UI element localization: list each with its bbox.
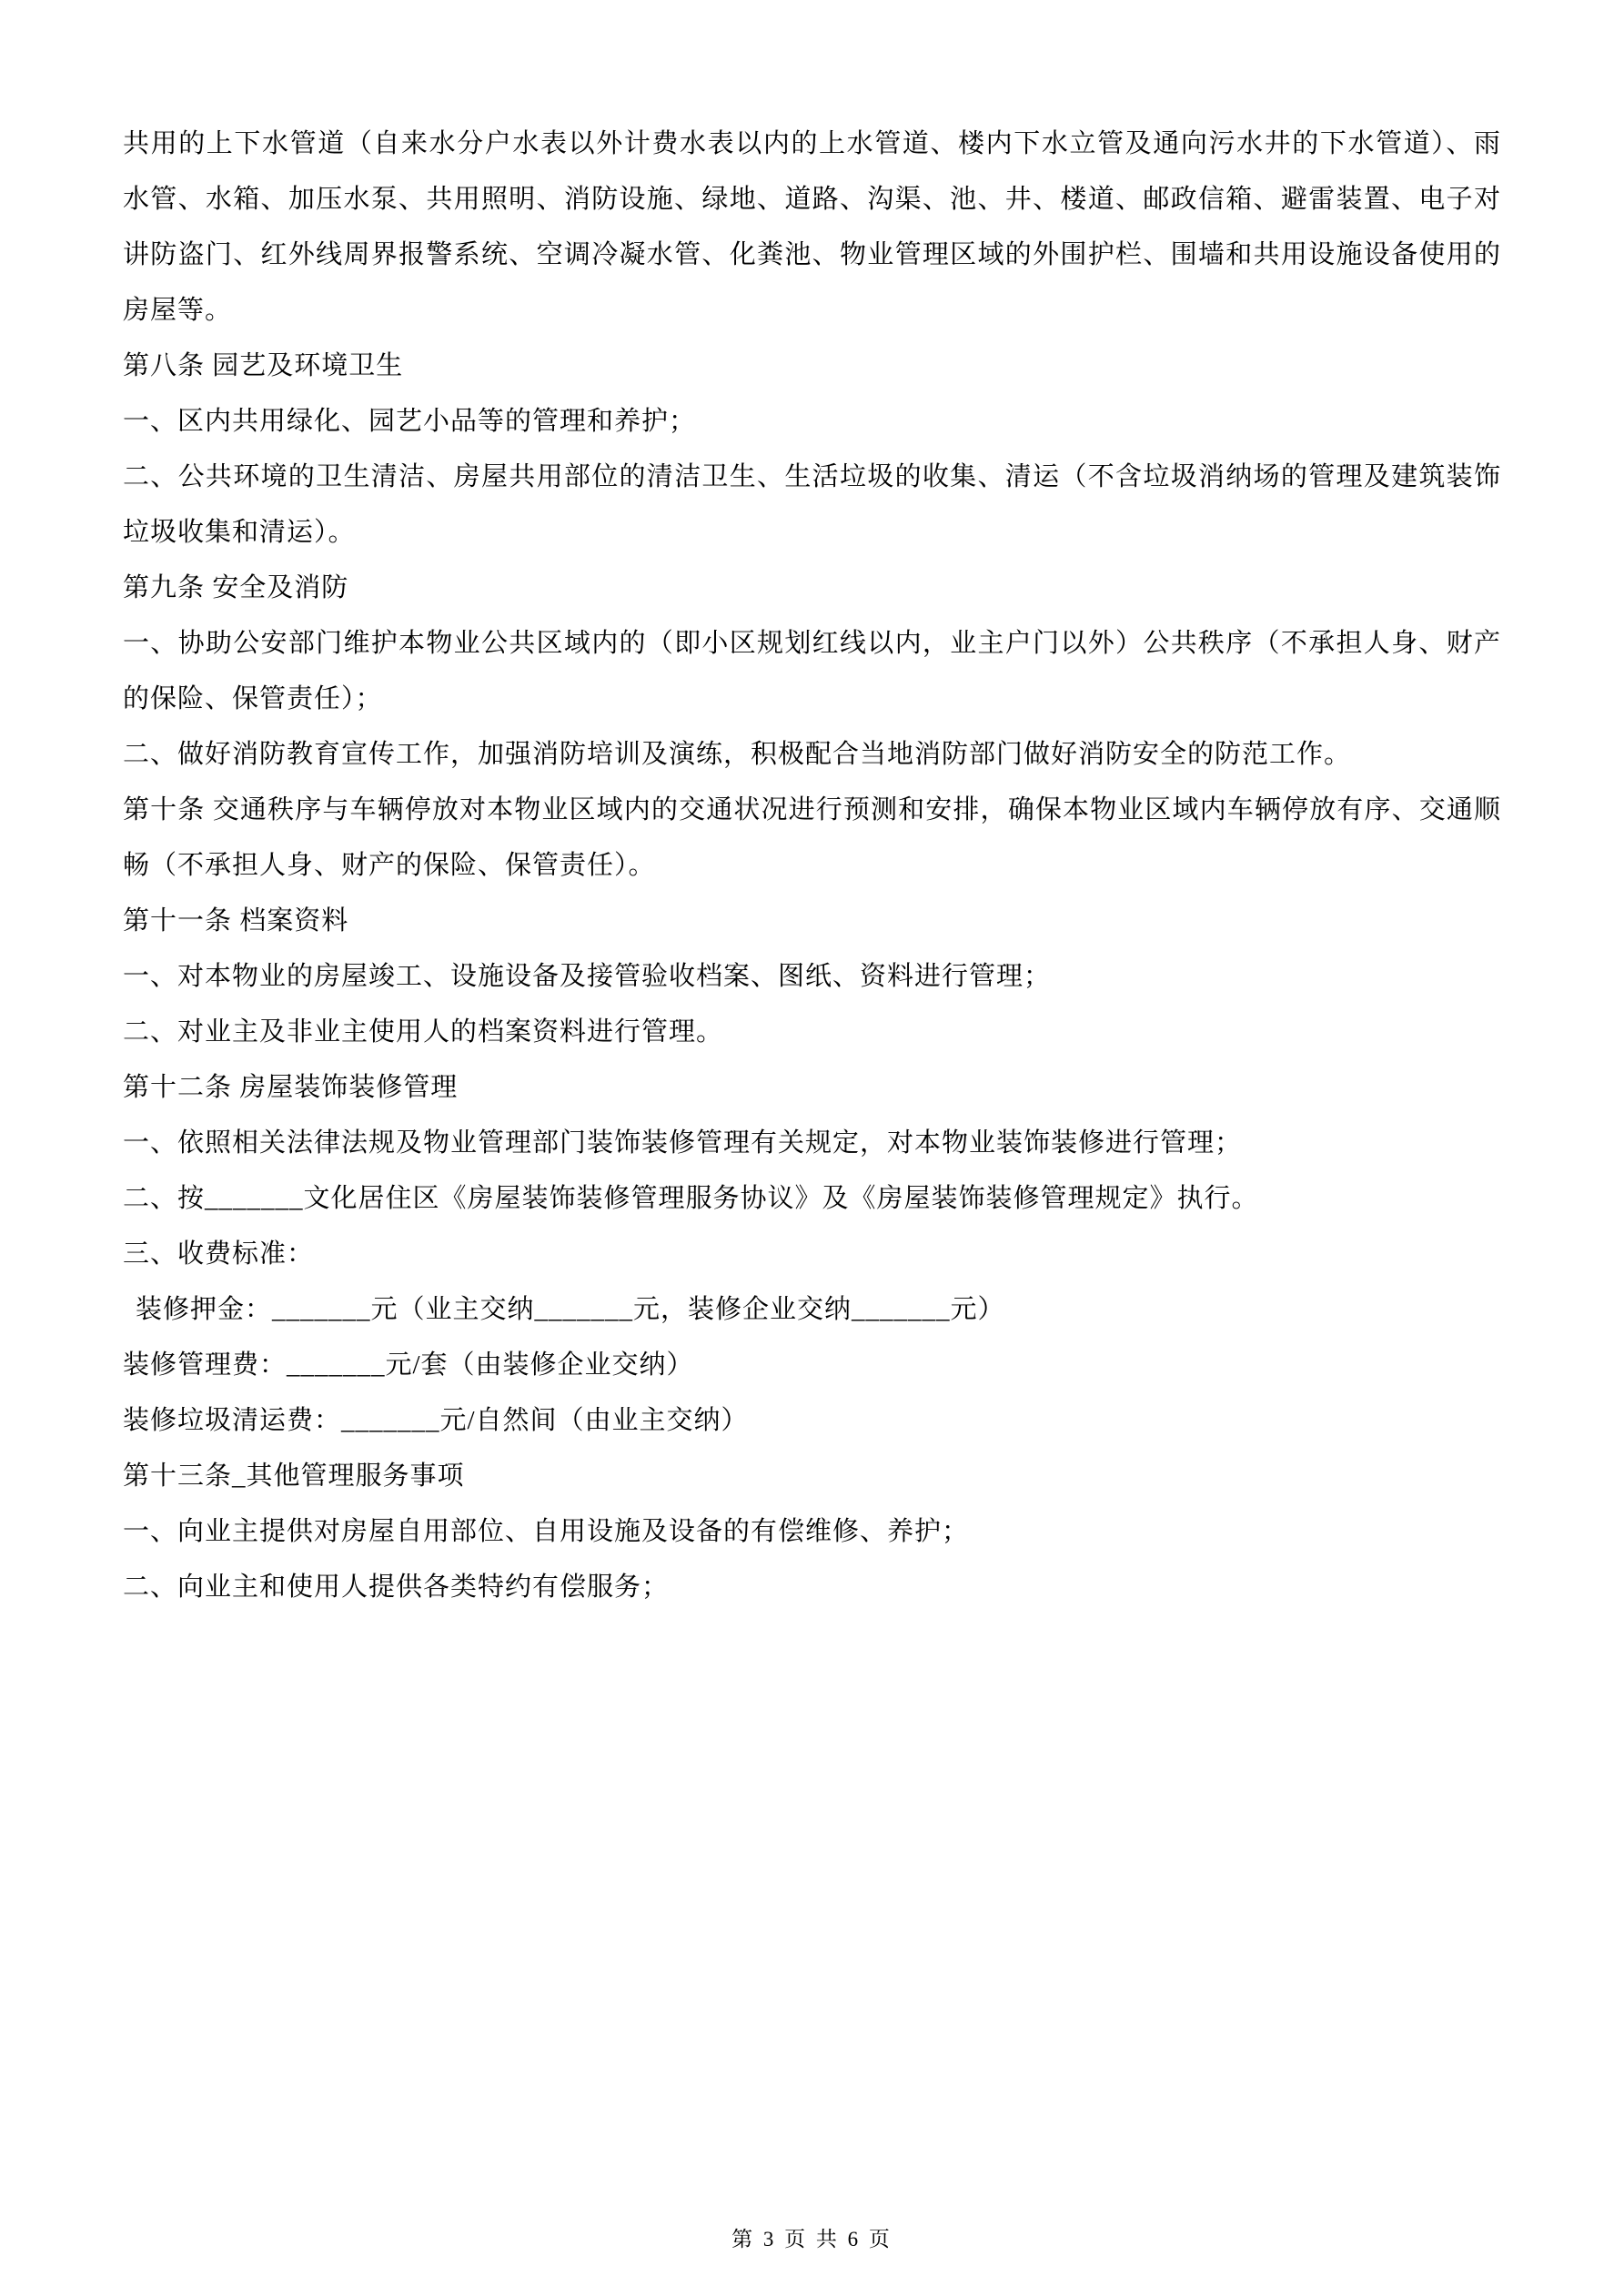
paragraph: 一、依照相关法律法规及物业管理部门装饰装修管理有关规定，对本物业装饰装修进行管理；	[123, 1128, 1243, 1158]
paragraph: 一、向业主提供对房屋自用部位、自用设施及设备的有偿维修、养护；	[123, 1517, 970, 1546]
paragraph: 装修押金：_______元（业主交纳_______元，装修企业交纳_______元）	[136, 1295, 1005, 1324]
paragraph: 第十条 交通秩序与车辆停放对本物业区域内的交通状况进行预测和安排，确保本物业区域内车辆停放有序、交通顺畅（不承担人身、财产的保险、保管责任）。	[123, 795, 1501, 880]
paragraph: 第十一条 档案资料	[123, 906, 349, 936]
page-number-footer: 第 3 页 共 6 页	[731, 2228, 893, 2250]
paragraph: 二、向业主和使用人提供各类特约有偿服务；	[123, 1573, 670, 1602]
document-body	[123, 116, 1501, 1615]
paragraph: 二、对业主及非业主使用人的档案资料进行管理。	[123, 1017, 724, 1047]
paragraph: 共用的上下水管道（自来水分户水表以外计费水表以内的上水管道、楼内下水立管及通向污水井的下水管道）、雨水管、水箱、加压水泵、共用照明、消防设施、绿地、道路、沟渠、池、井、楼道、邮政信箱、避雷装置、电子对讲防盗门、红外线周界报警系统、空调冷凝水管、化粪池、物业管理区域的外围护栏、围墙和共用设施设备使用的房屋等。	[123, 129, 1501, 325]
paragraph: 二、公共环境的卫生清洁、房屋共用部位的清洁卫生、生活垃圾的收集、清运（不含垃圾消纳场的管理及建筑装饰垃圾收集和清运）。	[123, 462, 1501, 547]
paragraph: 一、区内共用绿化、园艺小品等的管理和养护；	[123, 407, 697, 436]
paragraph: 第八条 园艺及环境卫生	[123, 351, 404, 380]
paragraph: 三、收费标准：	[123, 1239, 315, 1269]
paragraph: 一、对本物业的房屋竣工、设施设备及接管验收档案、图纸、资料进行管理；	[123, 962, 1052, 991]
paragraph: 第十三条_其他管理服务事项	[123, 1462, 465, 1491]
paragraph: 装修垃圾清运费：_______元/自然间（由业主交纳）	[123, 1406, 749, 1435]
paragraph: 二、做好消防教育宣传工作，加强消防培训及演练，积极配合当地消防部门做好消防安全的防范工作。	[123, 740, 1352, 769]
paragraph: 第九条 安全及消防	[123, 573, 349, 602]
paragraph: 一、协助公安部门维护本物业公共区域内的（即小区规划红线以内，业主户门以外）公共秩序（不承担人身、财产的保险、保管责任）；	[123, 629, 1501, 713]
paragraph: 装修管理费：_______元/套（由装修企业交纳）	[123, 1350, 694, 1380]
paragraph: 二、按_______文化居住区《房屋装饰装修管理服务协议》及《房屋装饰装修管理规定》执行。	[123, 1184, 1259, 1213]
paragraph: 第十二条 房屋装饰装修管理	[123, 1073, 459, 1102]
